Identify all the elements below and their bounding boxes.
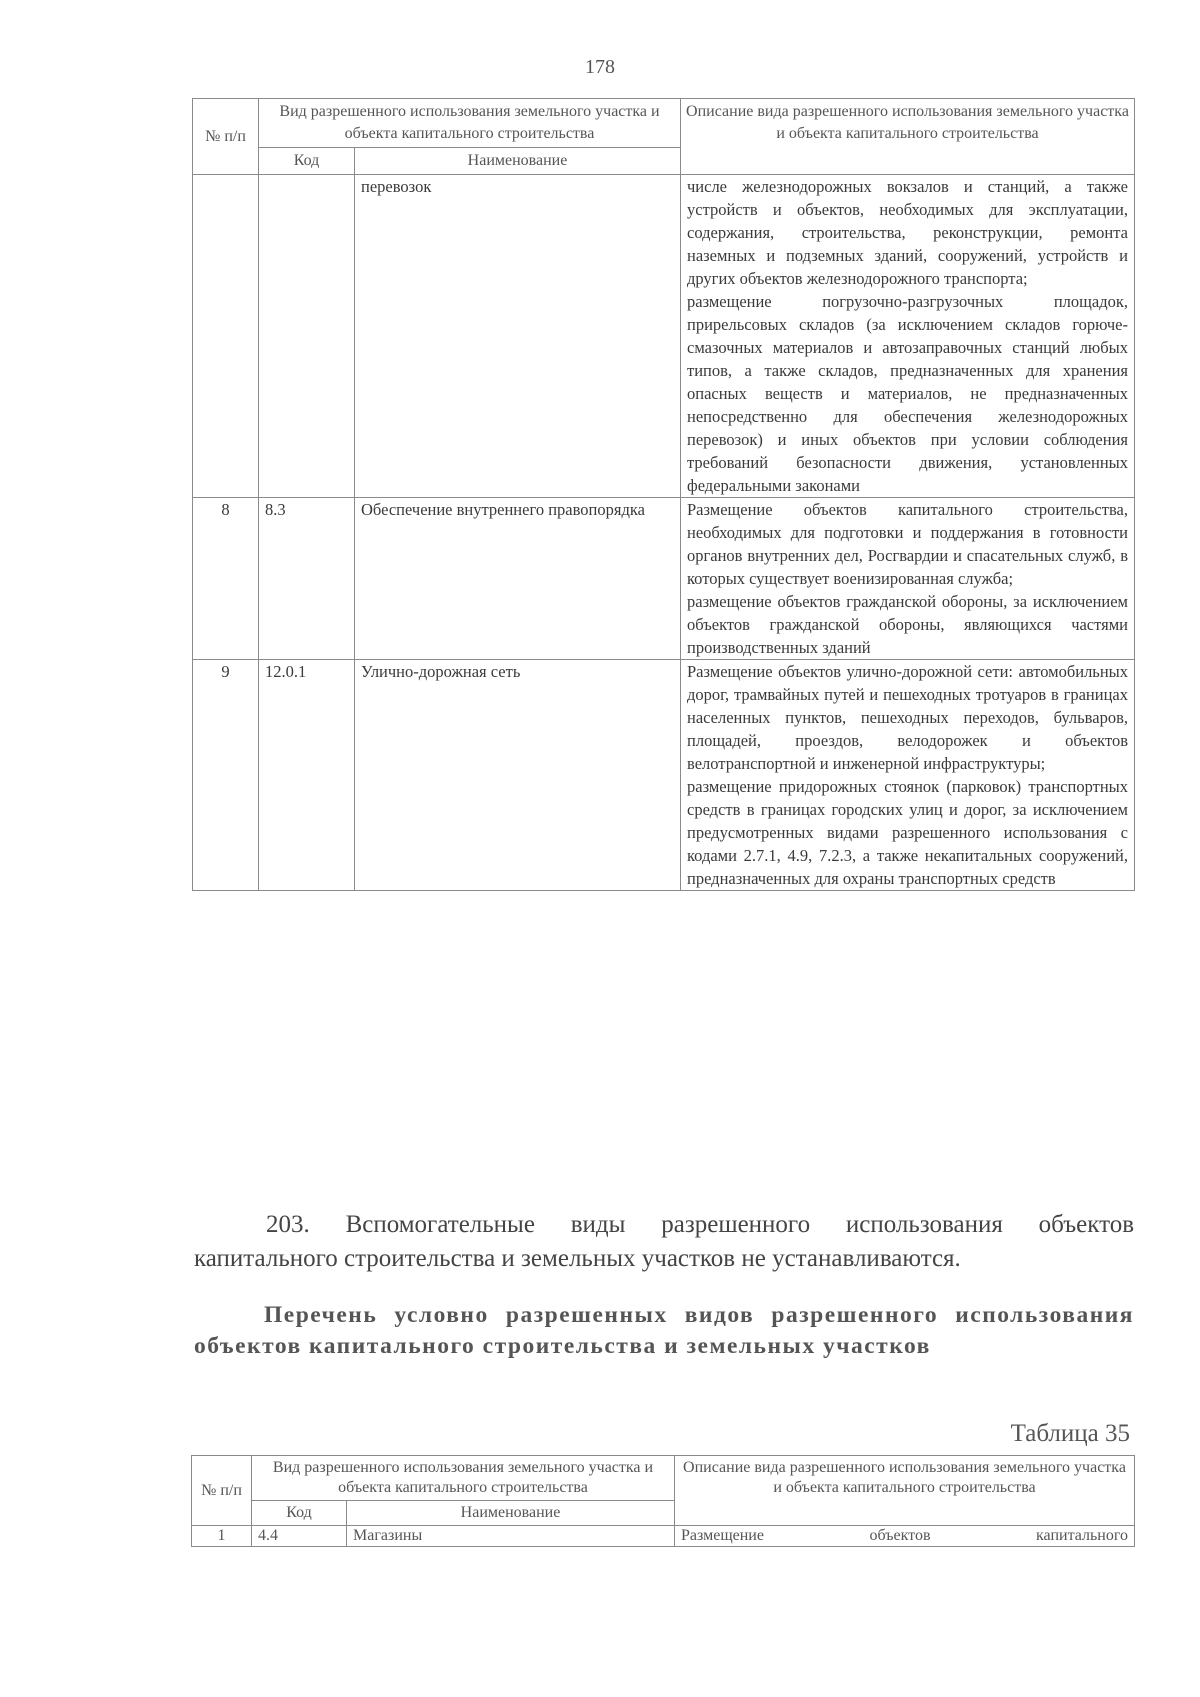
header-num: № п/п (193, 99, 259, 175)
header-name: Наименование (347, 1501, 675, 1526)
header-description: Описание вида разрешенного использования земельного участка и объекта капитального строительства (675, 1456, 1135, 1526)
row-description (681, 498, 1135, 660)
header-code: Код (252, 1501, 347, 1526)
description-paragraph: числе железнодорожных вокзалов и станций, а также устройств и объектов, необходимых для эксплуатации, содержания, строительства, реконструкции, ремонта наземных и подземных зданий, сооружений, устройств и других объектов железнодорожного транспорта; (687, 177, 1128, 288)
row-num: 1 (192, 1526, 252, 1547)
header-description: Описание вида разрешенного использования земельного участка и объекта капитального строительства (681, 99, 1135, 175)
conditional-use-table (191, 1455, 1135, 1547)
row-name: перевозок (355, 175, 681, 498)
description-paragraph: Размещение объектов капитального строительства, необходимых для подготовки и поддержания в готовности органов внутренних дел, Росгвардии и спасательных служб, в которых существует военизированная служба; (687, 500, 1128, 588)
row-num (193, 175, 259, 498)
header-code: Код (259, 148, 355, 175)
description-paragraph: размещение объектов гражданской обороны, за исключением объектов гражданской обороны, являющихся частями производственных зданий (687, 592, 1128, 657)
table-row (193, 660, 1135, 891)
table-label: Таблица 35 (1010, 1420, 1130, 1447)
row-name: Улично-дорожная сеть (355, 660, 681, 891)
row-code: 4.4 (252, 1526, 347, 1547)
header-kind: Вид разрешенного использования земельного участка и объекта капитального строительства (259, 99, 681, 148)
land-use-table (192, 98, 1135, 891)
row-description (681, 175, 1135, 498)
row-num: 8 (193, 498, 259, 660)
description-paragraph: Размещение объектов улично-дорожной сети: автомобильных дорог, трамвайных путей и пешеходных тротуаров в границах населенных пунктов, пешеходных переходов, бульваров, площадей, проездов, велодорожек и объектов велотранспортной и инженерной инфраструктуры; (687, 662, 1128, 773)
description-paragraph: размещение придорожных стоянок (парковок) транспортных средств в границах городских улиц и дорог, за исключением предусмотренных видами разрешенного использования с кодами 2.7.1, 4.9, 7.2.3, а также некапитальных сооружений, предназначенных для охраны транспортных средств (687, 777, 1128, 888)
row-num: 9 (193, 660, 259, 891)
table-row (192, 1526, 1135, 1547)
row-description (681, 660, 1135, 891)
header-kind: Вид разрешенного использования земельного участка и объекта капитального строительства (252, 1456, 675, 1501)
section-heading: Перечень условно разрешенных видов разрешенного использования объектов капитального строительства и земельных участков (194, 1302, 1134, 1359)
row-name: Магазины (347, 1526, 675, 1547)
row-code (259, 175, 355, 498)
row-name: Обеспечение внутреннего правопорядка (355, 498, 681, 660)
row-code: 8.3 (259, 498, 355, 660)
table-row (193, 175, 1135, 498)
header-name: Наименование (355, 148, 681, 175)
page-number: 178 (585, 56, 615, 78)
description-paragraph: размещение погрузочно-разгрузочных площадок, прирельсовых складов (за исключением складов горюче-смазочных материалов и автозаправочных станций любых типов, а также складов, предназначенных для хранения опасных веществ и материалов, не предназначенных непосредственно для обеспечения железнодорожных перевозок) и иных объектов при условии соблюдения требований безопасности движения, установленных федеральными законами (687, 292, 1128, 495)
row-code: 12.0.1 (259, 660, 355, 891)
row-description: Размещение объектов капитального (675, 1526, 1135, 1547)
table-row (193, 498, 1135, 660)
paragraph-203: 203. Вспомогательные виды разрешенного использования объектов капитального строительства и земельных участков не устанавливаются. (194, 1211, 1134, 1272)
header-num: № п/п (192, 1456, 252, 1526)
